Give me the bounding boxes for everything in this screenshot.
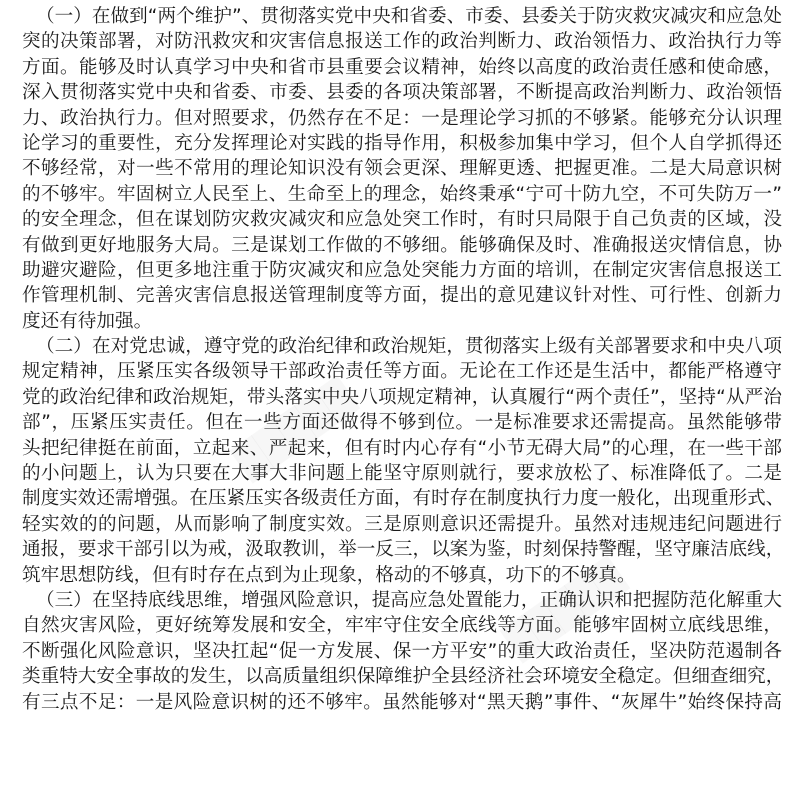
paragraph-2-line: （二）在对党忠诚，遵守党的政治纪律和政治规矩，贯彻落实上级有关部署要求和中央八项 (36, 336, 782, 358)
paragraph-1-line: 不够经常，对一些不常用的理论知识没有领会更深、理解更透、把握更准。二是大局意识树 (22, 158, 782, 180)
paragraph-2-line: 党的政治纪律和政治规矩，带头落实中央八项规定精神，认真履行“两个责任”，坚持“从严治 (22, 386, 782, 408)
paragraph-1-line: 方面。能够及时认真学习中央和省市县重要会议精神，始终以高度的政治责任感和使命感， (22, 56, 782, 78)
paragraph-1-line: 有做到更好地服务大局。三是谋划工作做的不够细。能够确保及时、准确报送灾情信息，协 (22, 234, 782, 256)
paragraph-3-line: （三）在坚持底线思维，增强风险意识，提高应急处置能力，正确认识和把握防范化解重大 (36, 589, 782, 611)
paragraph-1-line: 力、政治执行力。但对照要求，仍然存在不足：一是理论学习抓的不够紧。能够充分认识理 (22, 107, 782, 129)
paragraph-1-line: 作管理机制、完善灾害信息报送管理制度等方面，提出的意见建议针对性、可行性、创新力 (22, 285, 782, 307)
paragraph-2-line: 头把纪律挺在前面，立起来、严起来，但有时内心存有“小节无碍大局”的心理，在一些干部 (22, 437, 782, 459)
paragraph-2-line: 的小问题上，认为只要在大事大非问题上能坚守原则就行，要求放松了、标准降低了。二是 (22, 463, 782, 485)
paragraph-2-line: 通报，要求干部引以为戒，汲取教训，举一反三，以案为鉴，时刻保持警醒，坚守廉洁底线， (22, 539, 785, 561)
paragraph-2-line: 筑牢思想防线，但有时存在点到为止现象，格动的不够真，功下的不够真。 (22, 564, 636, 586)
paragraph-2-line: 部”，压紧压实责任。但在一些方面还做得不够到位。一是标准要求还需提高。虽然能够带 (22, 412, 782, 434)
paragraph-2-line: 规定精神，压紧压实各级领导干部政治责任等方面。无论在工作还是生活中，都能严格遵守 (22, 361, 782, 383)
paragraph-1-line: 度还有待加强。 (22, 310, 153, 332)
paragraph-1-line: 论学习的重要性，充分发挥理论对实践的指导作用，积极参加集中学习，但个人自学抓得还 (22, 132, 782, 154)
paragraph-3-line: 自然灾害风险，更好统筹发展和安全，牢牢守住安全底线等方面。能够牢固树立底线思维， (22, 615, 782, 637)
paragraph-3-line: 有三点不足：一是风险意识树的还不够牢。虽然能够对“黑天鹅”事件、“灰犀牛”始终保持高 (22, 691, 782, 713)
paragraph-2-line: 轻实效的的问题，从而影响了制度实效。三是原则意识还需提升。虽然对违规违纪问题进行 (22, 513, 782, 535)
paragraph-1-line: 突的决策部署，对防汛救灾和灾害信息报送工作的政治判断力、政治领悟力、政治执行力等 (22, 31, 782, 53)
paragraph-1-line: 的不够牢。牢固树立人民至上、生命至上的理念，始终秉承“宁可十防九空，不可失防万一” (22, 183, 782, 205)
paragraph-2-line: 制度实效还需增强。在压紧压实各级责任方面，有时存在制度执行力度一般化，出现重形式、 (22, 488, 785, 510)
paragraph-3-line: 不断强化风险意识，坚决扛起“促一方发展、保一方平安”的重大政治责任，坚决防范遏制各 (22, 640, 782, 662)
watermark: █████ (500, 556, 631, 664)
watermark: █████ (230, 376, 361, 484)
paragraph-1-line: 深入贯彻落实党中央和省委、市委、县委的各项决策部署，不断提高政治判断力、政治领悟 (22, 82, 782, 104)
paragraph-3-line: 类重特大安全事故的发生，以高质量组织保障维护全县经济社会环境安全稳定。但细查细究， (22, 666, 785, 688)
paragraph-1-line: 助避灾避险，但更多地注重于防灾减灾和应急处突能力方面的培训，在制定灾害信息报送工 (22, 259, 782, 281)
document-body (22, 4, 785, 715)
paragraph-1-line: 的安全理念，但在谋划防灾救灾减灾和应急处突工作时，有时只局限于自己负责的区域，没 (22, 209, 782, 231)
paragraph-1-line: （一）在做到“两个维护”、贯彻落实党中央和省委、市委、县委关于防灾救灾减灾和应急处 (36, 6, 782, 27)
